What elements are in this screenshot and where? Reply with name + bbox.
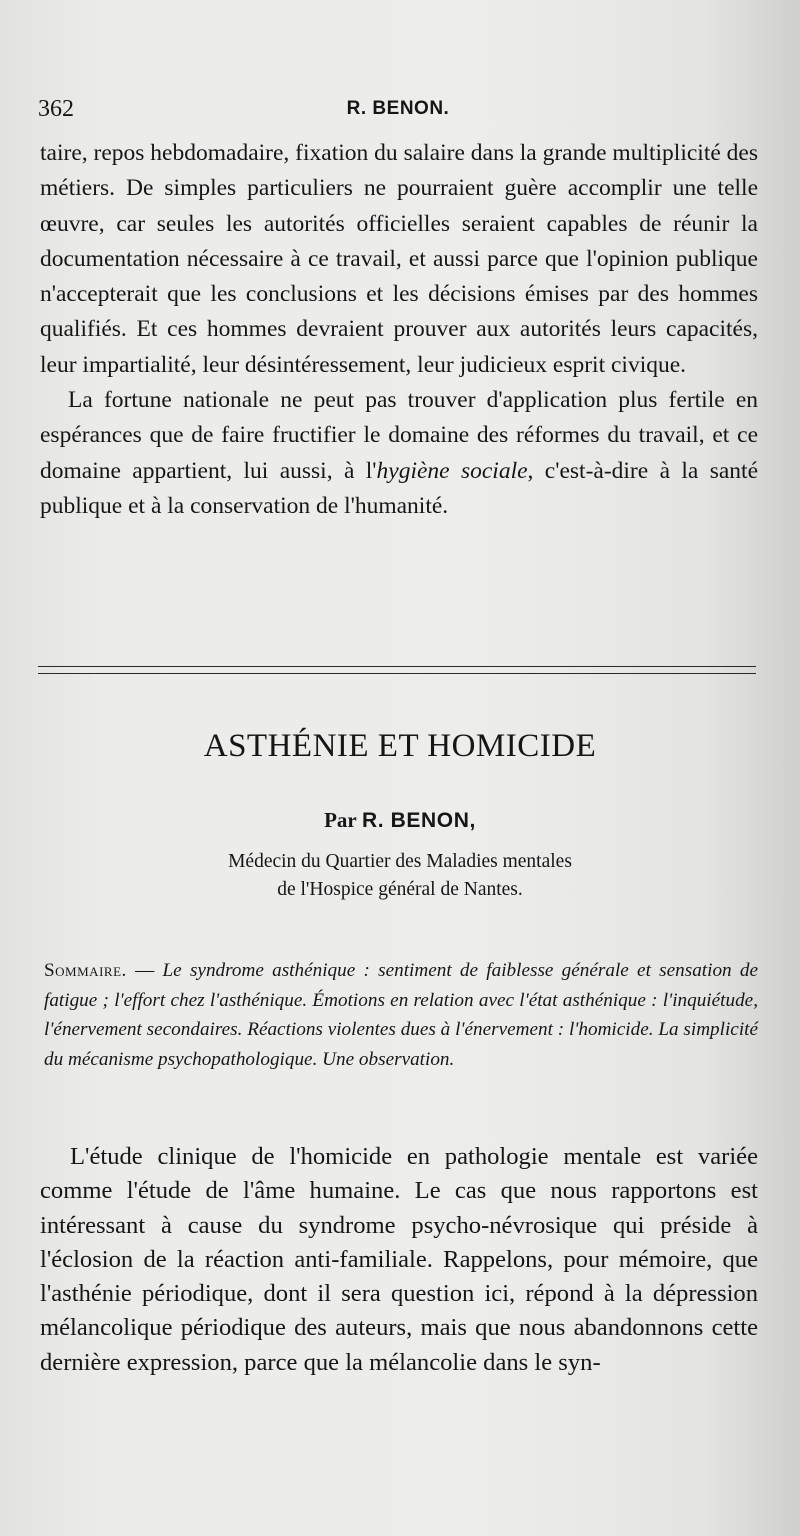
article-summary — [44, 956, 758, 1075]
running-head: R. BENON. — [346, 98, 450, 119]
paragraph-2-start: La fortune nationale ne peut pas trouver d'application plus fertile en espérances que de faire fructifier le domaine des réformes du travail, et ce domaine appartient, lui aussi, à l' — [40, 387, 758, 484]
article-body — [40, 1140, 758, 1380]
affiliation-line: Médecin du Quartier des Maladies mentales — [228, 851, 572, 872]
article-body-paragraph-1: L'étude clinique de l'homicide en pathologie mentale est variée comme l'étude de l'âme humaine. Le cas que nous rapportons est intéressant à cause du syndrome psycho-névrosique qui préside à l'éclosion de la réaction anti-familiale. Rappelons, pour mémoire, que l'asthénie périodique, dont il sera question ici, répond à la dépression mélancolique périodique des auteurs, mais que nous abandonnons cette dernière expression, parce que la mélancolie dans le syn- — [40, 1143, 758, 1376]
summary-dash: — — [126, 960, 163, 981]
byline-author: R. BENON, — [361, 809, 476, 832]
page-number: 362 — [38, 96, 74, 122]
article-title: ASTHÉNIE ET HOMICIDE — [203, 728, 597, 764]
paragraph-2-end: , c'est-à-dire à la santé publique et à la conservation de l'humanité. — [40, 457, 759, 519]
byline-par: Par — [324, 808, 357, 832]
summary-label: Sommaire. — [44, 960, 127, 981]
previous-article-paragraph-2 — [40, 383, 758, 524]
paragraph-2-emphasis: hygiène sociale — [376, 457, 528, 484]
author-affiliation — [160, 848, 640, 904]
page-header — [38, 96, 758, 126]
byline — [0, 808, 800, 833]
section-divider-rule — [38, 666, 756, 667]
previous-article-text — [40, 136, 758, 524]
section-divider-rule — [38, 673, 756, 674]
affiliation-line: de l'Hospice général de Nantes. — [277, 879, 523, 900]
previous-article-paragraph-1: taire, repos hebdomadaire, fixation du salaire dans la grande multiplicité des métiers. De simples particuliers ne pourraient guère accomplir une telle œuvre, car seules les autorités officielles seraient capables de réunir la documentation nécessaire à ce travail, et aussi parce que l'opinion publique n'accepterait que les conclusions et les décisions émises par des hommes qualifiés. Et ces hommes devraient prouver aux autorités leurs capacités, leur impartialité, leur désintéressement, leur judicieux esprit civique. — [40, 140, 758, 378]
summary-text: Le syndrome asthénique : sentiment de faiblesse générale et sensation de fatigue ; l'effort chez l'asthénique. Émotions en relation avec l'état asthénique : l'inquiétude, l'énervement secondaires. Réactions violentes dues à l'énervement : l'homicide. La simplicité du mécanisme psychopathologique. Une observation. — [44, 960, 759, 1071]
